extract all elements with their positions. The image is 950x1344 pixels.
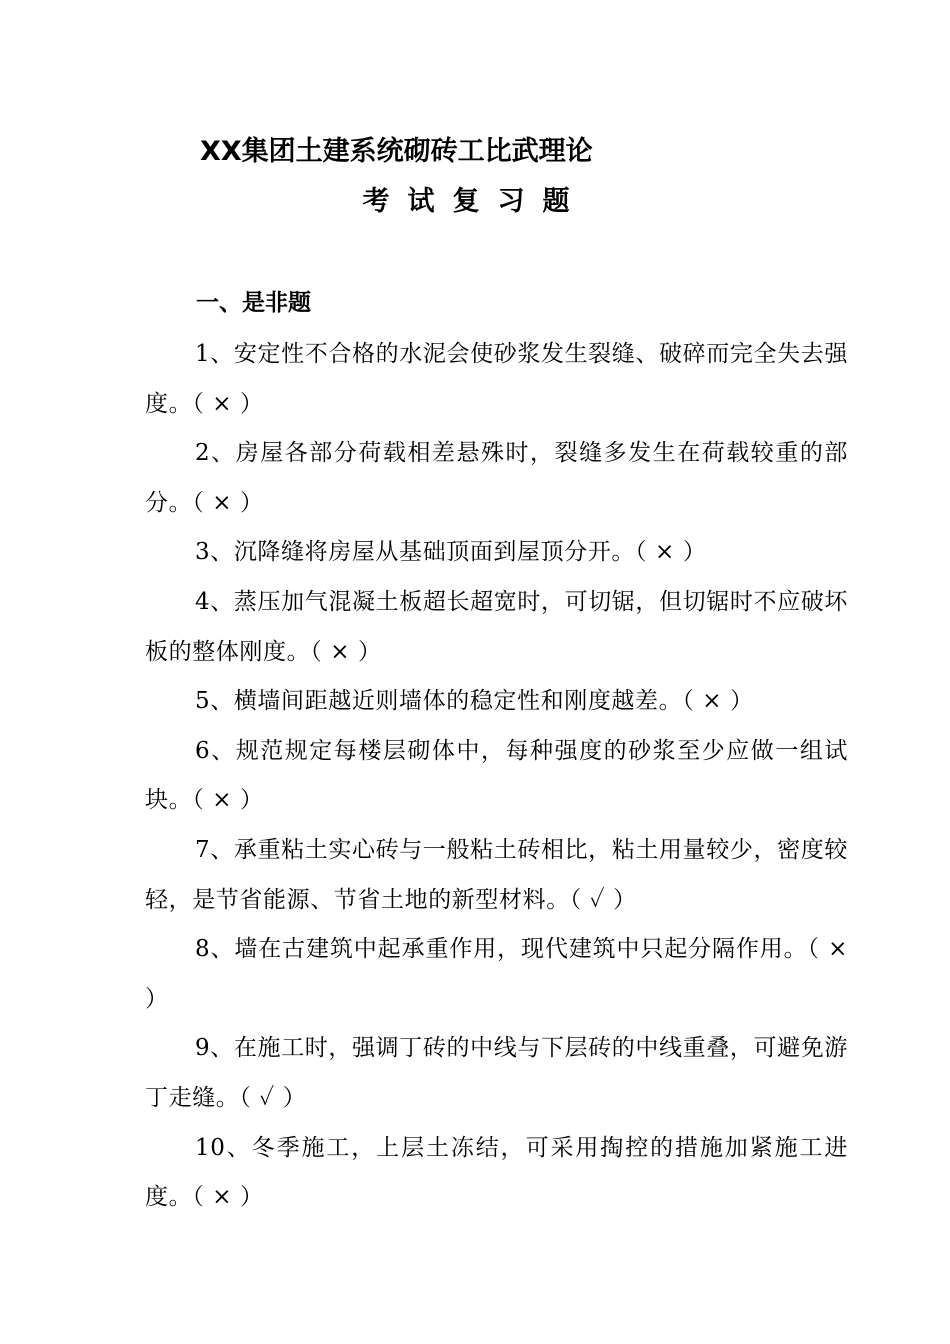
question-item: 6、规范规定每楼层砌体中，每种强度的砂浆至少应做一组试块。（ × ） <box>145 737 848 814</box>
question-item: 2、房屋各部分荷载相差悬殊时，裂缝多发生在荷载较重的部分。（ × ） <box>145 440 848 516</box>
question-item: 4、蒸压加气混凝土板超长超宽时，可切锯，但切锯时不应破坏板的整体刚度。（ × ） <box>145 588 848 665</box>
question-item: 1、安定性不合格的水泥会使砂浆发生裂缝、破碎而完全失去强度。（ × ） <box>145 341 848 417</box>
question-item: 10、冬季施工，上层土冻结，可采用掏控的措施加紧施工进度。（ × ） <box>145 1134 848 1211</box>
document-title: XX集团土建系统砌砖工比武理论 <box>200 136 593 167</box>
question-item: 9、在施工时，强调丁砖的中线与下层砖的中线重叠，可避免游丁走缝。（ ✓ ） <box>145 1035 848 1111</box>
document-subtitle: 考试复习题 <box>362 186 588 217</box>
question-item: 5、横墙间距越近则墙体的稳定性和刚度越差。（ × ） <box>195 688 754 715</box>
section-heading: 一、是非题 <box>196 290 311 316</box>
question-item: 3、沉降缝将房屋从基础顶面到屋顶分开。（ × ） <box>195 539 707 566</box>
question-item: 7、承重粘土实心砖与一般粘土砖相比，粘土用量较少，密度较轻，是节省能源、节省土地的新型材料。（ ✓ ） <box>145 836 848 913</box>
question-item: 8、墙在古建筑中起承重作用，现代建筑中只起分隔作用。（ × ） <box>145 936 848 1012</box>
question-list <box>145 330 848 1223</box>
